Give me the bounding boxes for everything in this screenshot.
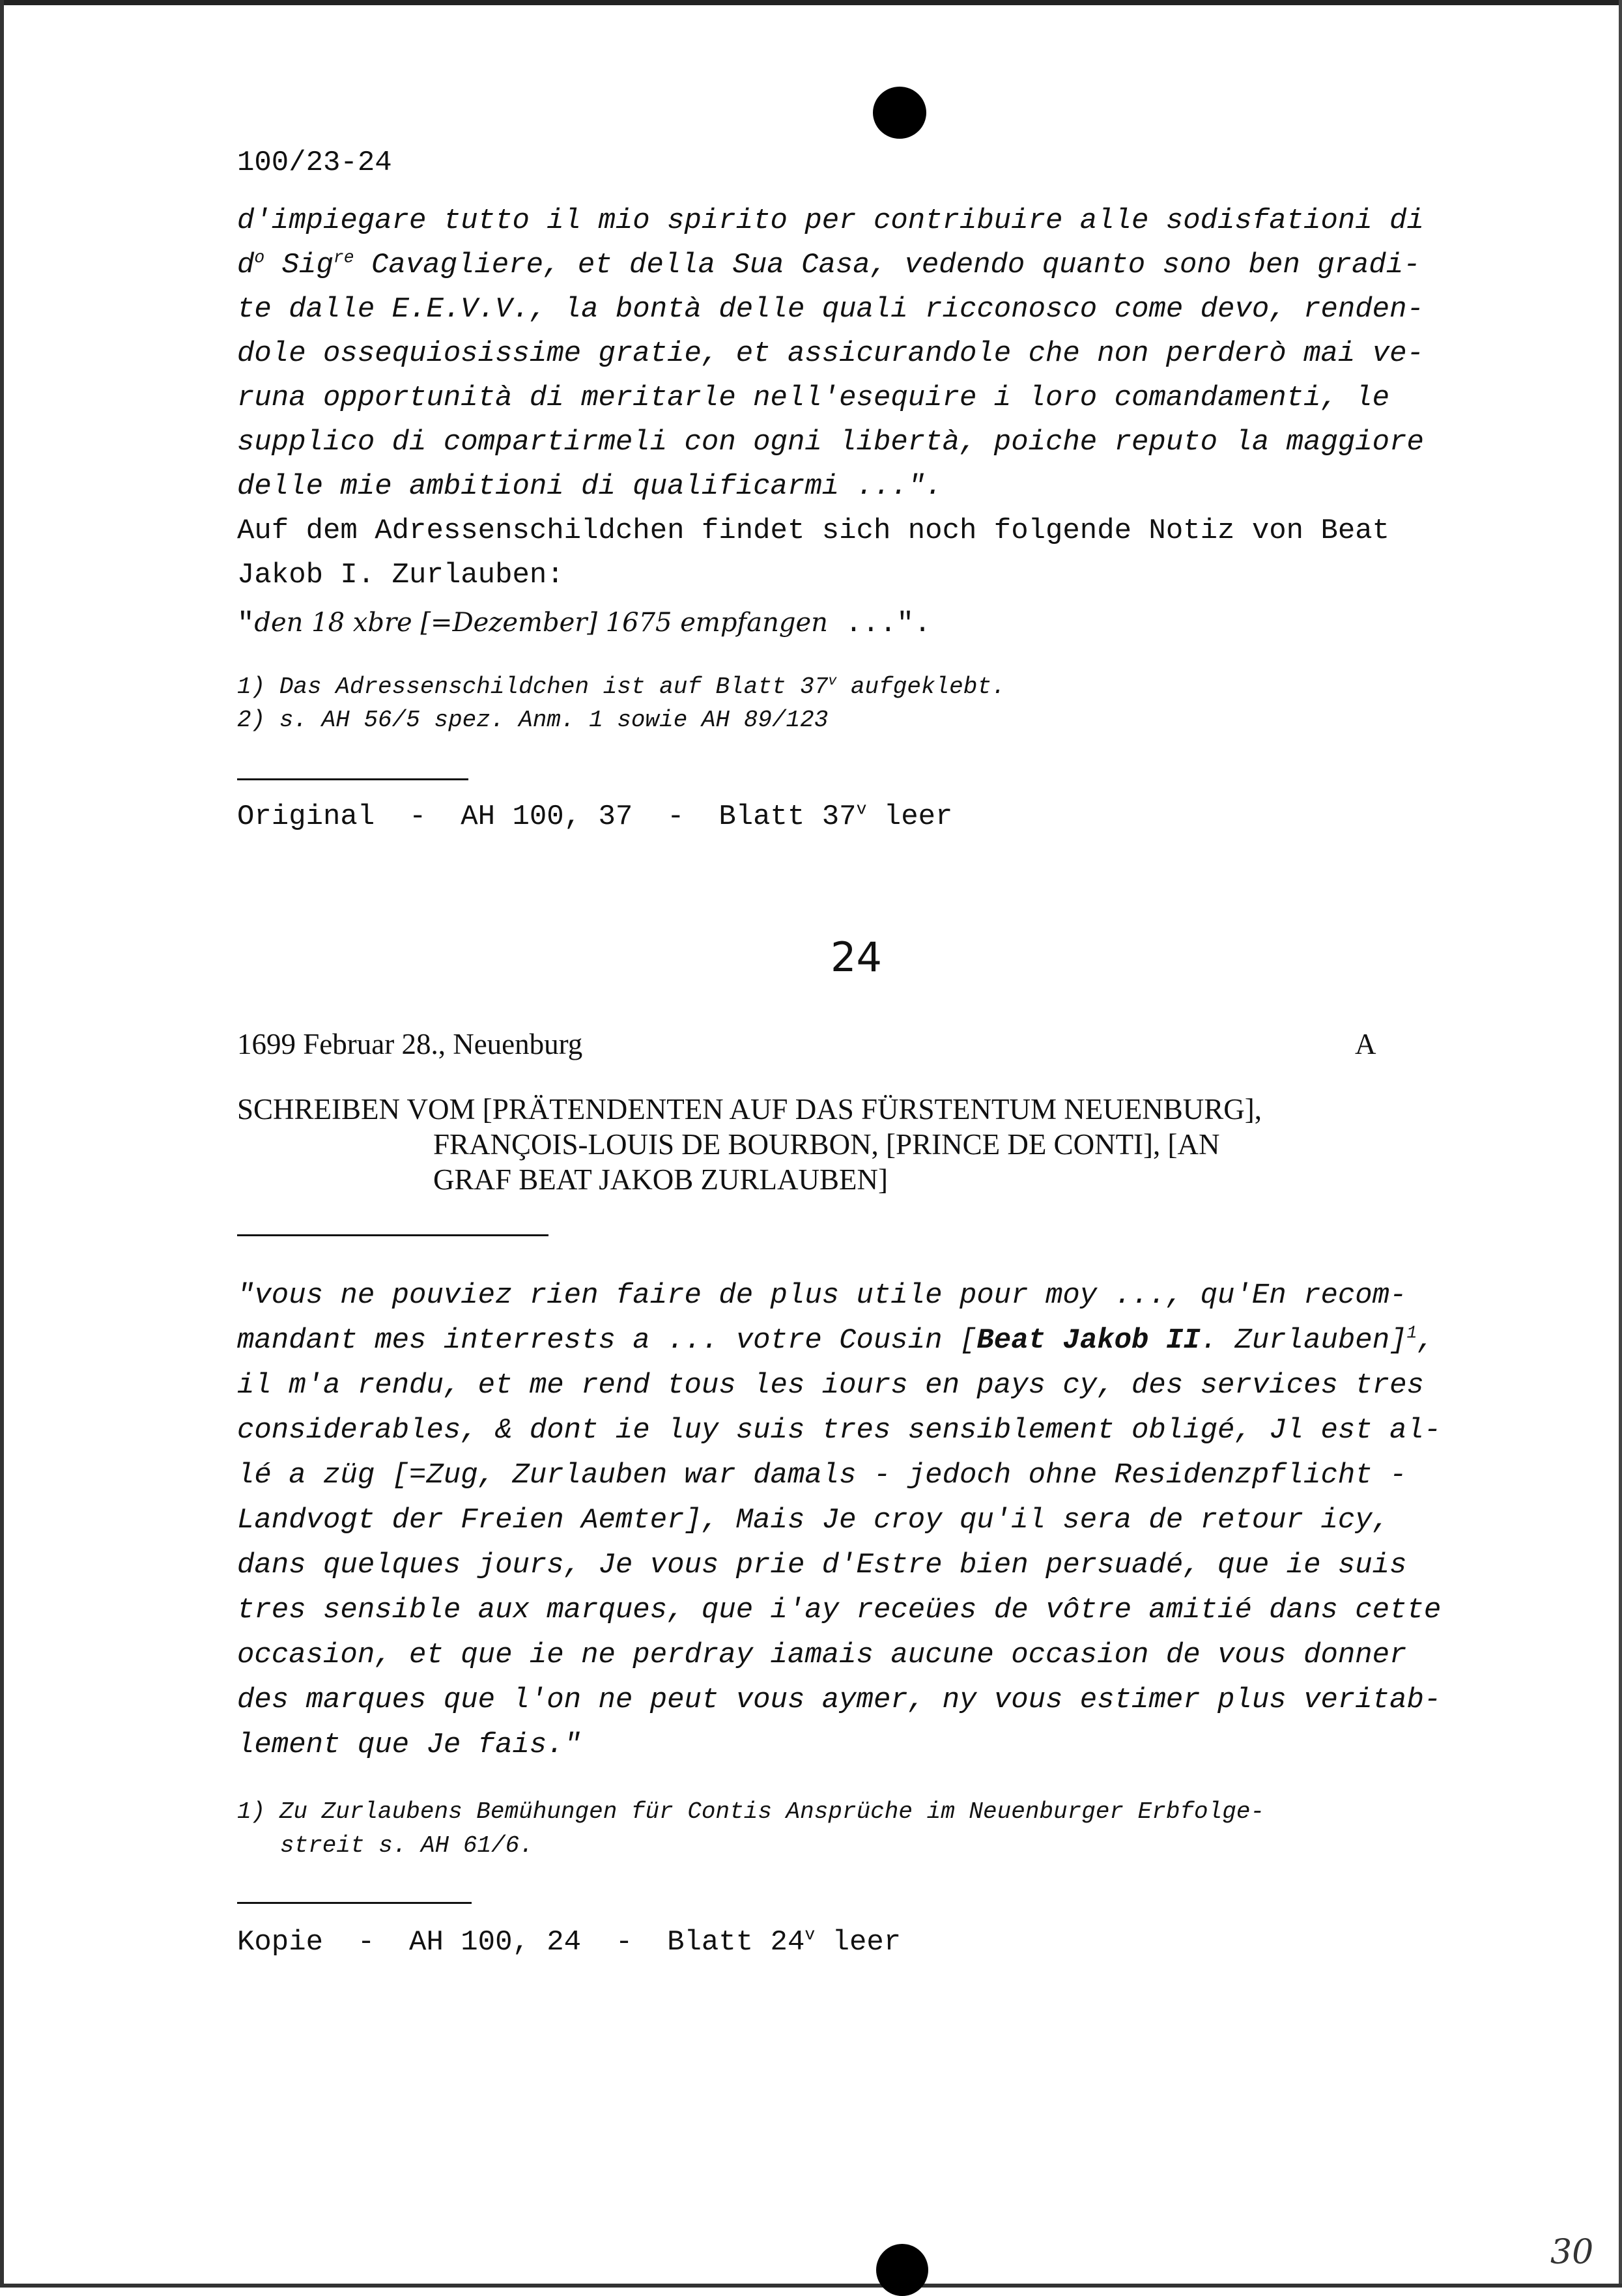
note-line-1: Auf dem Adressenschildchen findet sich noch folgende Notiz von Beat — [237, 515, 1390, 547]
italian-line-2 — [237, 243, 1421, 287]
letter-line-2-sup: 1 — [1406, 1323, 1417, 1343]
scan-edge-bottom — [0, 2284, 1622, 2288]
footnote-1-sup: v — [828, 673, 837, 689]
letter-line-2-end: , — [1417, 1324, 1434, 1357]
heading-line-1: SCHREIBEN VOM [PRÄTENDENTEN AUF DAS FÜRSTENTUM NEUENBURG], — [237, 1093, 1262, 1126]
letter-line-4: considerables, & dont ie luy suis tres sensiblement obligé, Jl est al- — [237, 1414, 1442, 1447]
italian-line-1: d'impiegare tutto il mio spirito per contribuire alle sodisfationi di — [237, 205, 1424, 237]
word-d: d — [237, 249, 255, 281]
document-number: 24 — [831, 933, 882, 981]
italian-line-5: runa opportunità di meritarle nell'esequire i loro comandamenti, le — [237, 382, 1390, 414]
sup-o: o — [254, 248, 265, 268]
date-place: 1699 Februar 28., Neuenburg — [237, 1028, 583, 1060]
letter-line-2 — [237, 1318, 1434, 1363]
letter-line-6: Landvogt der Freien Aemter], Mais Je croy qu'il sera de retour icy, — [237, 1504, 1390, 1537]
footnote-2 — [237, 703, 828, 737]
page-number: 30 — [1550, 2233, 1594, 2272]
heading-line-3: GRAF BEAT JAKOB ZURLAUBEN] — [433, 1163, 888, 1196]
italian-line-4: dole ossequiosissime gratie, et assicurandole che non perderò mai ve- — [237, 337, 1424, 370]
scan-edge-top — [0, 0, 1622, 5]
letter-line-2-bold: Beat Jakob II — [976, 1324, 1201, 1357]
letter-line-1: "vous ne pouviez rien faire de plus utile pour moy ..., qu'En recom- — [237, 1279, 1407, 1312]
letter-line-3: il m'a rendu, et me rend tous les iours en pays cy, des services tres — [237, 1369, 1424, 1402]
source-copy — [237, 1920, 901, 1964]
footnote-1-after: aufgeklebt. — [836, 673, 1006, 700]
letter-code: A — [1355, 1028, 1376, 1060]
word-sig: Sig — [281, 249, 334, 281]
source-copy-sup: v — [804, 1925, 816, 1945]
footnote-1-text: Das Adressenschildchen ist auf Blatt 37 — [279, 673, 829, 700]
source-original-text: Original - AH 100, 37 - Blatt 37 — [237, 801, 857, 833]
source-original-sup: v — [856, 799, 867, 819]
handwritten-note — [237, 601, 931, 646]
footnote-1 — [237, 670, 1006, 704]
sup-re: re — [333, 248, 354, 268]
scan-edge-left — [0, 0, 4, 2288]
punch-hole-bottom — [876, 2244, 928, 2296]
heading-line-2: FRANÇOIS-LOUIS DE BOURBON, [PRINCE DE CONTI], [AN — [433, 1128, 1220, 1161]
quote-close: ...". — [827, 608, 932, 640]
italian-line-2-text: Cavagliere, et della Sua Casa, vedendo quanto sono ben gradi- — [371, 249, 1421, 281]
separator-rule-1 — [237, 778, 468, 780]
footnote-2-text: s. AH 56/5 spez. Anm. 1 sowie AH 89/123 — [279, 707, 829, 733]
footnote-24-num: 1) — [237, 1798, 266, 1825]
source-original — [237, 795, 952, 839]
italian-line-3: te dalle E.E.V.V., la bontà delle quali ricconosco come devo, renden- — [237, 293, 1424, 326]
punch-hole-top — [873, 87, 926, 139]
document-reference: 100/23-24 — [237, 147, 392, 179]
italian-line-6: supplico di compartirmeli con ogni libertà, poiche reputo la maggiore — [237, 426, 1424, 459]
letter-line-8: tres sensible aux marques, que i'ay receües de vôtre amitié dans cette — [237, 1594, 1442, 1626]
separator-rule-2 — [237, 1234, 548, 1236]
note-line-2: Jakob I. Zurlauben: — [237, 559, 564, 591]
letter-line-10: des marques que l'on ne peut vous aymer, ny vous estimer plus veritab- — [237, 1684, 1442, 1716]
scan-edge-right — [1619, 0, 1622, 2288]
footnote-24-line-2: streit s. AH 61/6. — [280, 1832, 534, 1859]
footnote-24-line-1 — [237, 1795, 1264, 1829]
italian-line-7: delle mie ambitioni di qualificarmi ...". — [237, 470, 943, 503]
footnote-1-num: 1) — [237, 673, 266, 700]
handwritten-note-script: den 18 xbre [=Dezember] 1675 empfangen — [254, 608, 828, 638]
letter-line-11: lement que Je fais." — [237, 1729, 582, 1761]
letter-line-2-before: mandant mes interrests a ... votre Cousin [ — [237, 1324, 977, 1357]
footnote-2-num: 2) — [237, 707, 266, 733]
footnote-24-text-1: Zu Zurlaubens Bemühungen für Contis Ansprüche im Neuenburger Erbfolge- — [279, 1798, 1265, 1825]
source-copy-text: Kopie - AH 100, 24 - Blatt 24 — [237, 1926, 805, 1959]
letter-line-9: occasion, et que ie ne perdray iamais aucune occasion de vous donner — [237, 1639, 1407, 1671]
separator-rule-3 — [237, 1902, 472, 1904]
quote-open: " — [237, 608, 255, 640]
source-original-after: leer — [866, 801, 953, 833]
letter-line-7: dans quelques jours, Je vous prie d'Estre bien persuadé, que ie suis — [237, 1549, 1407, 1581]
source-copy-after: leer — [815, 1926, 902, 1959]
letter-line-5: lé a züg [=Zug, Zurlauben war damals - jedoch ohne Residenzpflicht - — [237, 1459, 1407, 1492]
letter-line-2-after: . Zurlauben] — [1200, 1324, 1407, 1357]
